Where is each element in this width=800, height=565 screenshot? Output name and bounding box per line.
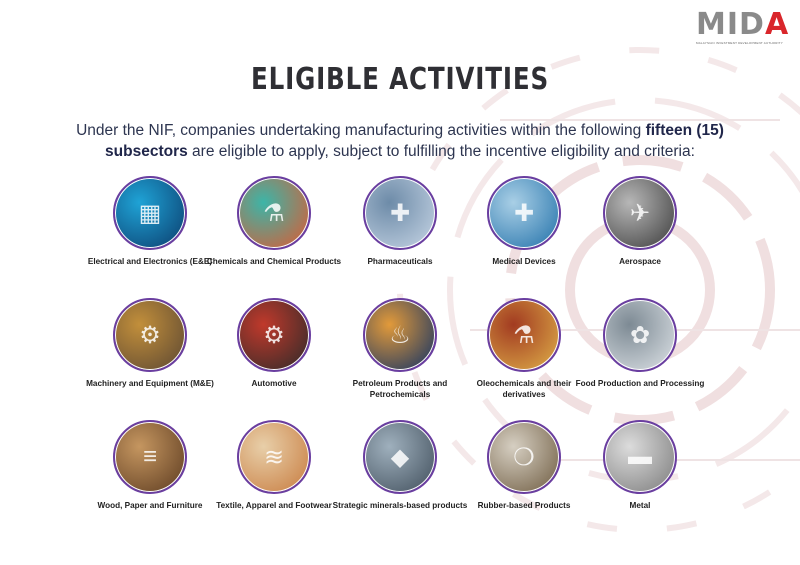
subsector-glyph: ⚗ — [513, 321, 535, 349]
chip-icon — [113, 176, 187, 250]
subsector-item — [206, 176, 342, 267]
subsector-label: Wood, Paper and Furniture — [97, 501, 203, 510]
refinery-icon — [363, 298, 437, 372]
subsector-glyph: ✿ — [629, 321, 651, 349]
subsector-glyph: ✚ — [513, 199, 535, 227]
subsector-label: Electrical and Electronics (E&E) — [87, 257, 213, 266]
intro-text-bold: fifteen (15) subsectors — [105, 122, 724, 160]
logo-letter-m: M — [696, 7, 727, 42]
subsector-label: Textile, Apparel and Footwear — [216, 501, 332, 510]
subsector-item — [206, 298, 342, 389]
subsector-glyph: ◆ — [390, 443, 410, 471]
subsector-item — [572, 420, 708, 511]
food-factory-icon — [603, 298, 677, 372]
subsector-label: Strategic minerals-based products — [332, 501, 468, 510]
intro-text-start: Under the NIF, companies undertaking manufacturing activities within the following — [76, 122, 646, 139]
subsector-label: Food Production and Processing — [575, 379, 705, 388]
subsector-item — [332, 420, 468, 511]
rubber-tapping-icon — [487, 420, 561, 494]
subsector-item — [82, 298, 218, 389]
car-engine-icon — [237, 298, 311, 372]
subsector-item — [82, 176, 218, 267]
logo-wordmark — [696, 7, 790, 42]
intro-text-end: are eligible to apply, subject to fulfilling the incentive eligibility and criteria: — [187, 143, 695, 160]
lab-scientist-icon — [363, 176, 437, 250]
logo-subtitle: MALAYSIAN INVESTMENT DEVELOPMENT AUTHORITY — [696, 41, 783, 45]
flask-icon — [237, 176, 311, 250]
subsector-label: Oleochemicals and their derivatives — [476, 379, 572, 399]
subsector-glyph: ⚗ — [263, 199, 285, 227]
logo-letter-i: I — [726, 7, 740, 42]
subsector-glyph: ⚙ — [139, 321, 161, 349]
logo-letter-a: A — [764, 7, 790, 42]
subsector-label: Medical Devices — [492, 257, 556, 266]
page-title: ELIGIBLE ACTIVITIES — [250, 62, 550, 97]
subsector-item — [206, 420, 342, 511]
intro-paragraph — [60, 120, 740, 162]
metal-bars-icon — [603, 420, 677, 494]
subsector-label: Rubber-based Products — [477, 501, 571, 510]
subsector-label: Petroleum Products and Petrochemicals — [352, 379, 448, 399]
subsector-glyph: ❍ — [513, 443, 535, 471]
subsector-glyph: ▦ — [138, 199, 162, 227]
subsector-label: Chemicals and Chemical Products — [206, 257, 342, 266]
subsector-item — [332, 176, 468, 267]
medical-equipment-icon — [487, 176, 561, 250]
subsector-glyph: ♨ — [389, 321, 411, 349]
fabric-rolls-icon — [237, 420, 311, 494]
subsector-glyph: ✈ — [629, 199, 651, 227]
subsector-glyph: ≡ — [142, 443, 157, 470]
jet-engine-icon — [603, 176, 677, 250]
subsector-item — [572, 176, 708, 267]
wood-logs-icon — [113, 420, 187, 494]
subsector-item — [82, 420, 218, 511]
logo-letter-d: D — [739, 7, 765, 42]
subsector-glyph: ≋ — [263, 443, 285, 471]
beaker-icon — [487, 298, 561, 372]
subsector-label: Metal — [629, 501, 651, 510]
subsector-item — [572, 298, 708, 389]
mida-logo — [696, 7, 790, 46]
subsector-glyph: ✚ — [389, 199, 411, 227]
subsector-glyph: ⚙ — [263, 321, 285, 349]
machinery-icon — [113, 298, 187, 372]
subsector-label: Aerospace — [619, 257, 661, 266]
subsector-glyph: ▬ — [628, 443, 652, 470]
subsector-label: Pharmaceuticals — [367, 257, 433, 266]
subsector-label: Automotive — [251, 379, 297, 388]
minerals-icon — [363, 420, 437, 494]
subsector-label: Machinery and Equipment (M&E) — [86, 379, 214, 388]
subsector-item — [332, 298, 468, 400]
